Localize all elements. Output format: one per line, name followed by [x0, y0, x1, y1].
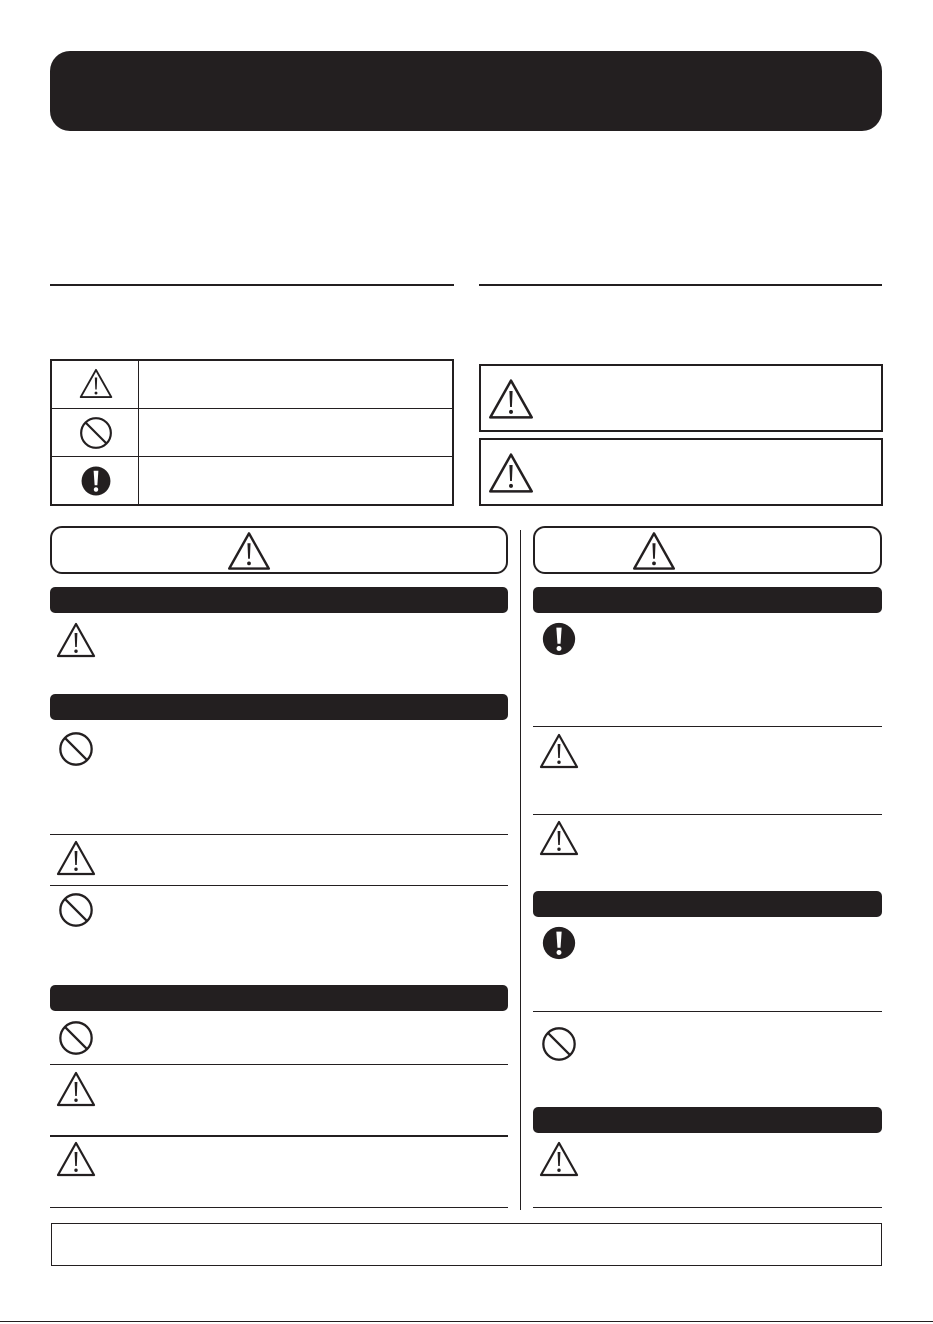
warning-triangle-icon — [56, 1141, 96, 1177]
warning-triangle-icon — [227, 531, 271, 571]
prohibited-icon — [57, 891, 95, 929]
warning-triangle-icon — [488, 378, 534, 420]
section-bar — [533, 891, 882, 917]
warning-triangle-icon — [56, 1071, 96, 1107]
item-divider — [50, 1064, 508, 1065]
warning-triangle-icon — [488, 452, 534, 494]
footer-note-box — [51, 1223, 882, 1266]
legend-divider — [138, 361, 139, 504]
section-bar — [50, 985, 508, 1011]
legend-row-divider — [52, 408, 452, 409]
prohibited-icon — [540, 1025, 578, 1063]
left-column-header — [50, 526, 508, 574]
warning-triangle-icon — [79, 368, 113, 399]
item-divider — [533, 726, 882, 727]
warning-level-box — [479, 364, 883, 432]
left-panel-heading — [50, 292, 454, 312]
left-panel-rule — [50, 284, 454, 286]
warning-triangle-icon — [56, 622, 96, 658]
column-divider — [520, 530, 521, 1210]
section-bar — [533, 587, 882, 613]
item-divider — [50, 1135, 508, 1137]
warning-triangle-icon — [632, 531, 676, 571]
warning-triangle-icon — [539, 1141, 579, 1177]
prohibited-icon — [57, 730, 95, 768]
section-bar — [50, 694, 508, 720]
item-divider — [533, 1207, 882, 1208]
item-divider — [50, 834, 508, 835]
mandatory-action-icon — [540, 924, 578, 962]
item-divider — [50, 885, 508, 886]
intro-text — [50, 160, 882, 240]
caution-level-box — [479, 438, 883, 506]
prohibited-icon — [57, 1019, 95, 1057]
warning-triangle-icon — [56, 840, 96, 876]
item-divider — [50, 1207, 508, 1208]
page-bottom-rule — [0, 1321, 933, 1322]
item-divider — [533, 814, 882, 815]
prohibited-icon — [78, 415, 114, 451]
right-panel-rule — [479, 284, 882, 286]
right-column-header — [533, 526, 882, 574]
mandatory-action-icon — [540, 620, 578, 658]
warning-triangle-icon — [539, 820, 579, 856]
section-bar — [50, 587, 508, 613]
title-bar — [50, 51, 882, 131]
item-divider — [533, 1011, 882, 1012]
warning-triangle-icon — [539, 733, 579, 769]
right-panel-heading — [479, 292, 882, 312]
symbol-legend-table — [50, 359, 454, 506]
legend-row-divider — [52, 456, 452, 457]
mandatory-action-icon — [79, 464, 113, 498]
section-bar — [533, 1107, 882, 1133]
